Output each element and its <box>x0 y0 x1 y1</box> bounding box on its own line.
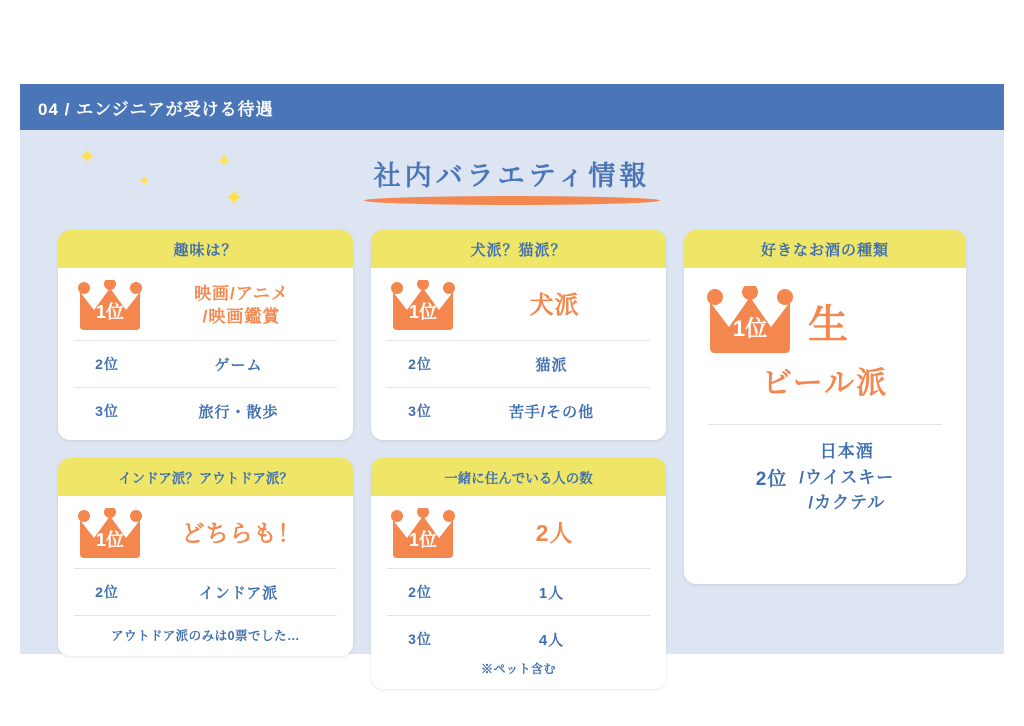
card-title: 一緒に住んでいる人の数 <box>444 471 593 486</box>
rank-label: 2位 <box>408 356 432 372</box>
card-title: 犬派？猫派？ <box>470 241 567 259</box>
rank-1-value: 2人 <box>535 520 574 547</box>
card-title: 趣味は？ <box>173 241 238 259</box>
column-right <box>684 230 966 689</box>
rank-label: 1位 <box>95 530 124 550</box>
card-header <box>371 458 666 496</box>
rank-row <box>74 394 337 428</box>
rank-label: 1位 <box>408 530 437 550</box>
card-hobby <box>58 230 353 440</box>
sparkle-icon: ✦ <box>224 185 245 212</box>
page-title: 社内バラエティ情報 <box>373 161 651 191</box>
rank-1-value-main: 生 <box>808 302 848 347</box>
rank-row <box>74 575 337 609</box>
card-body <box>684 268 966 584</box>
rank-row <box>74 347 337 381</box>
slide-header <box>20 84 1004 130</box>
card-header <box>371 230 666 268</box>
card-body <box>58 496 353 656</box>
rank-value: 猫派 <box>535 356 568 374</box>
rank-label: 2位 <box>755 468 788 490</box>
rank-1-value-sub: ビール派 <box>761 367 889 400</box>
rank-label: 2位 <box>95 584 119 600</box>
divider <box>387 340 650 341</box>
card-household <box>371 458 666 689</box>
divider <box>74 387 337 388</box>
rank-1-value: 映画/アニメ /映画鑑賞 <box>194 284 289 326</box>
divider <box>74 615 337 616</box>
title-underline-decoration <box>364 196 660 205</box>
divider <box>74 568 337 569</box>
rank-row <box>387 347 650 381</box>
crown-icon <box>74 508 146 560</box>
rank-row <box>387 622 650 656</box>
rank-1-row <box>387 278 650 334</box>
sparkle-icon: ✦ <box>138 173 151 190</box>
rank-label: 2位 <box>95 356 119 372</box>
card-header <box>684 230 966 268</box>
rank-label: 1位 <box>732 316 768 341</box>
rank-value: 4人 <box>538 631 565 649</box>
divider <box>74 340 337 341</box>
card-note: ※ペット含む <box>480 662 556 676</box>
rank-label: 2位 <box>408 584 432 600</box>
title-block <box>20 144 1004 212</box>
divider <box>387 387 650 388</box>
rank-row <box>387 575 650 609</box>
rank-label: 3位 <box>95 403 119 419</box>
rank-1-row <box>74 278 337 334</box>
crown-icon <box>74 280 146 332</box>
column-middle <box>371 230 666 689</box>
divider <box>708 424 942 425</box>
rank-1-value: どちらも！ <box>181 520 302 547</box>
card-body <box>371 496 666 689</box>
rank-value: インドア派 <box>198 584 279 602</box>
divider <box>387 615 650 616</box>
rank-label: 1位 <box>95 302 124 322</box>
rank-label: 1位 <box>408 302 437 322</box>
rank-label: 3位 <box>408 403 432 419</box>
card-dog-cat <box>371 230 666 440</box>
rank-1-row <box>702 286 948 356</box>
card-title: 好きなお酒の種類 <box>760 241 889 259</box>
rank-label: 3位 <box>408 631 432 647</box>
rank-1-row <box>387 506 650 562</box>
rank-row <box>387 394 650 428</box>
rank-2-row <box>702 439 948 516</box>
crown-icon <box>387 280 459 332</box>
card-header <box>58 230 353 268</box>
cards-board <box>58 230 966 689</box>
rank-value: ゲーム <box>214 356 263 374</box>
cards-columns <box>58 230 966 689</box>
card-body <box>371 268 666 440</box>
rank-value: 1人 <box>538 584 565 602</box>
rank-value: 日本酒 /ウイスキー /カクテル <box>799 442 895 512</box>
card-body <box>58 268 353 440</box>
slide <box>20 84 1004 676</box>
sparkle-icon: ✦ <box>78 144 97 169</box>
divider <box>387 568 650 569</box>
card-note: アウトドア派のみは0票でした… <box>110 629 301 643</box>
rank-1-value: 犬派 <box>529 291 580 319</box>
column-left <box>58 230 353 689</box>
crown-icon <box>387 508 459 560</box>
rank-1-row <box>74 506 337 562</box>
slide-header-title: 04 / エンジニアが受ける待遇 <box>38 99 274 119</box>
card-favorite-drink <box>684 230 966 584</box>
card-indoor-outdoor <box>58 458 353 656</box>
card-title: インドア派？アウトドア派？ <box>118 471 293 486</box>
crown-icon <box>702 286 798 356</box>
card-header <box>58 458 353 496</box>
sparkle-icon: ✦ <box>216 151 232 172</box>
rank-value: 旅行・散歩 <box>198 403 279 421</box>
rank-value: 苦手/その他 <box>508 403 595 421</box>
